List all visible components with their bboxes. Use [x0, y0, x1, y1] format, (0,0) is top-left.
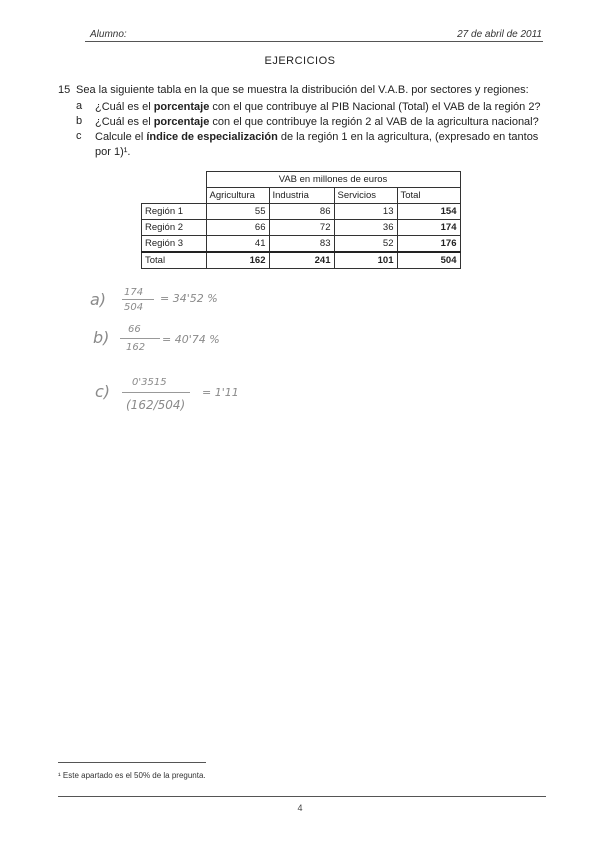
- footer-rule: [58, 796, 546, 797]
- column-header: Total: [397, 188, 460, 204]
- question-text: Sea la siguiente tabla en la que se muestra la distribución del V.A.B. por sectores y regiones:: [76, 84, 529, 96]
- item-text-bold: índice de especialización: [146, 131, 278, 143]
- fraction-denominator: (162/504): [126, 398, 186, 412]
- fraction-bar: [120, 338, 160, 339]
- item-text-bold: porcentaje: [153, 101, 210, 113]
- item-text-post: con el que contribuye la región 2 al VAB de la agricultura nacional?: [209, 116, 539, 128]
- column-header: Servicios: [334, 188, 397, 204]
- answer-result: = 40'74 %: [162, 333, 220, 346]
- answer-label: a): [90, 290, 107, 309]
- fraction-denominator: 504: [124, 302, 144, 313]
- table-cell: 72: [269, 220, 334, 236]
- row-label: Región 2: [142, 220, 207, 236]
- item-text-bold: porcentaje: [153, 116, 210, 128]
- fraction-numerator: 66: [128, 324, 141, 335]
- table-cell-total: 101: [334, 252, 397, 269]
- row-label: Total: [142, 252, 207, 269]
- table-row-total: [142, 252, 461, 269]
- table-cell: 36: [334, 220, 397, 236]
- column-header: Industria: [269, 188, 334, 204]
- item-body: [95, 100, 545, 115]
- column-header: Agricultura: [206, 188, 269, 204]
- header-rule: [85, 41, 543, 42]
- table-cell: 41: [206, 236, 269, 253]
- table-row: [142, 236, 461, 253]
- row-label: Región 1: [142, 204, 207, 220]
- item-text-pre: ¿Cuál es el: [95, 116, 154, 128]
- answer-result: = 1'11: [202, 386, 239, 399]
- table-header-row: [142, 188, 461, 204]
- fraction-bar: [122, 299, 154, 300]
- item-letter: b: [76, 115, 83, 127]
- page-number: 4: [297, 803, 303, 813]
- item-letter: a: [76, 100, 83, 112]
- table-cell: 52: [334, 236, 397, 253]
- question-number: 15: [58, 84, 71, 96]
- table-cell: 86: [269, 204, 334, 220]
- item-text-post: de la región 1 en la agricultura, (expresado en tantos por 1)¹.: [95, 131, 539, 158]
- table-cell: 13: [334, 204, 397, 220]
- item-text-pre: Calcule el: [95, 131, 147, 143]
- fraction-denominator: 162: [126, 342, 146, 353]
- vab-table: [141, 171, 461, 269]
- item-text-post: con el que contribuye al PIB Nacional (Total) el VAB de la región 2?: [209, 101, 541, 113]
- item-body: [95, 130, 545, 160]
- footnote-rule: [58, 762, 206, 763]
- item-text-pre: ¿Cuál es el: [95, 101, 154, 113]
- fraction-numerator: 174: [124, 287, 144, 298]
- table-row: [142, 220, 461, 236]
- fraction-bar: [122, 392, 190, 393]
- table-cell: 66: [206, 220, 269, 236]
- footnote: ¹ Este apartado es el 50% de la pregunta.: [58, 771, 206, 780]
- table-cell: 83: [269, 236, 334, 253]
- page-title: EJERCICIOS: [264, 55, 336, 67]
- table-title-row: [142, 172, 461, 188]
- answer-label: c): [95, 382, 111, 401]
- table-cell-total: 174: [397, 220, 460, 236]
- table-cell: 55: [206, 204, 269, 220]
- row-label: Región 3: [142, 236, 207, 253]
- item-body: [95, 115, 545, 130]
- fraction-numerator: 0'3515: [132, 377, 167, 388]
- header-date: 27 de abril de 2011: [457, 29, 542, 40]
- table-cell-total: 241: [269, 252, 334, 269]
- answer-result: = 34'52 %: [160, 292, 218, 305]
- item-letter: c: [76, 130, 82, 142]
- table-cell-total: 176: [397, 236, 460, 253]
- table-cell-total: 154: [397, 204, 460, 220]
- table-cell-total: 504: [397, 252, 460, 269]
- table-cell-total: 162: [206, 252, 269, 269]
- table-row: [142, 204, 461, 220]
- header-student-label: Alumno:: [90, 29, 127, 40]
- table-title: VAB en millones de euros: [206, 172, 460, 188]
- answer-label: b): [93, 328, 110, 347]
